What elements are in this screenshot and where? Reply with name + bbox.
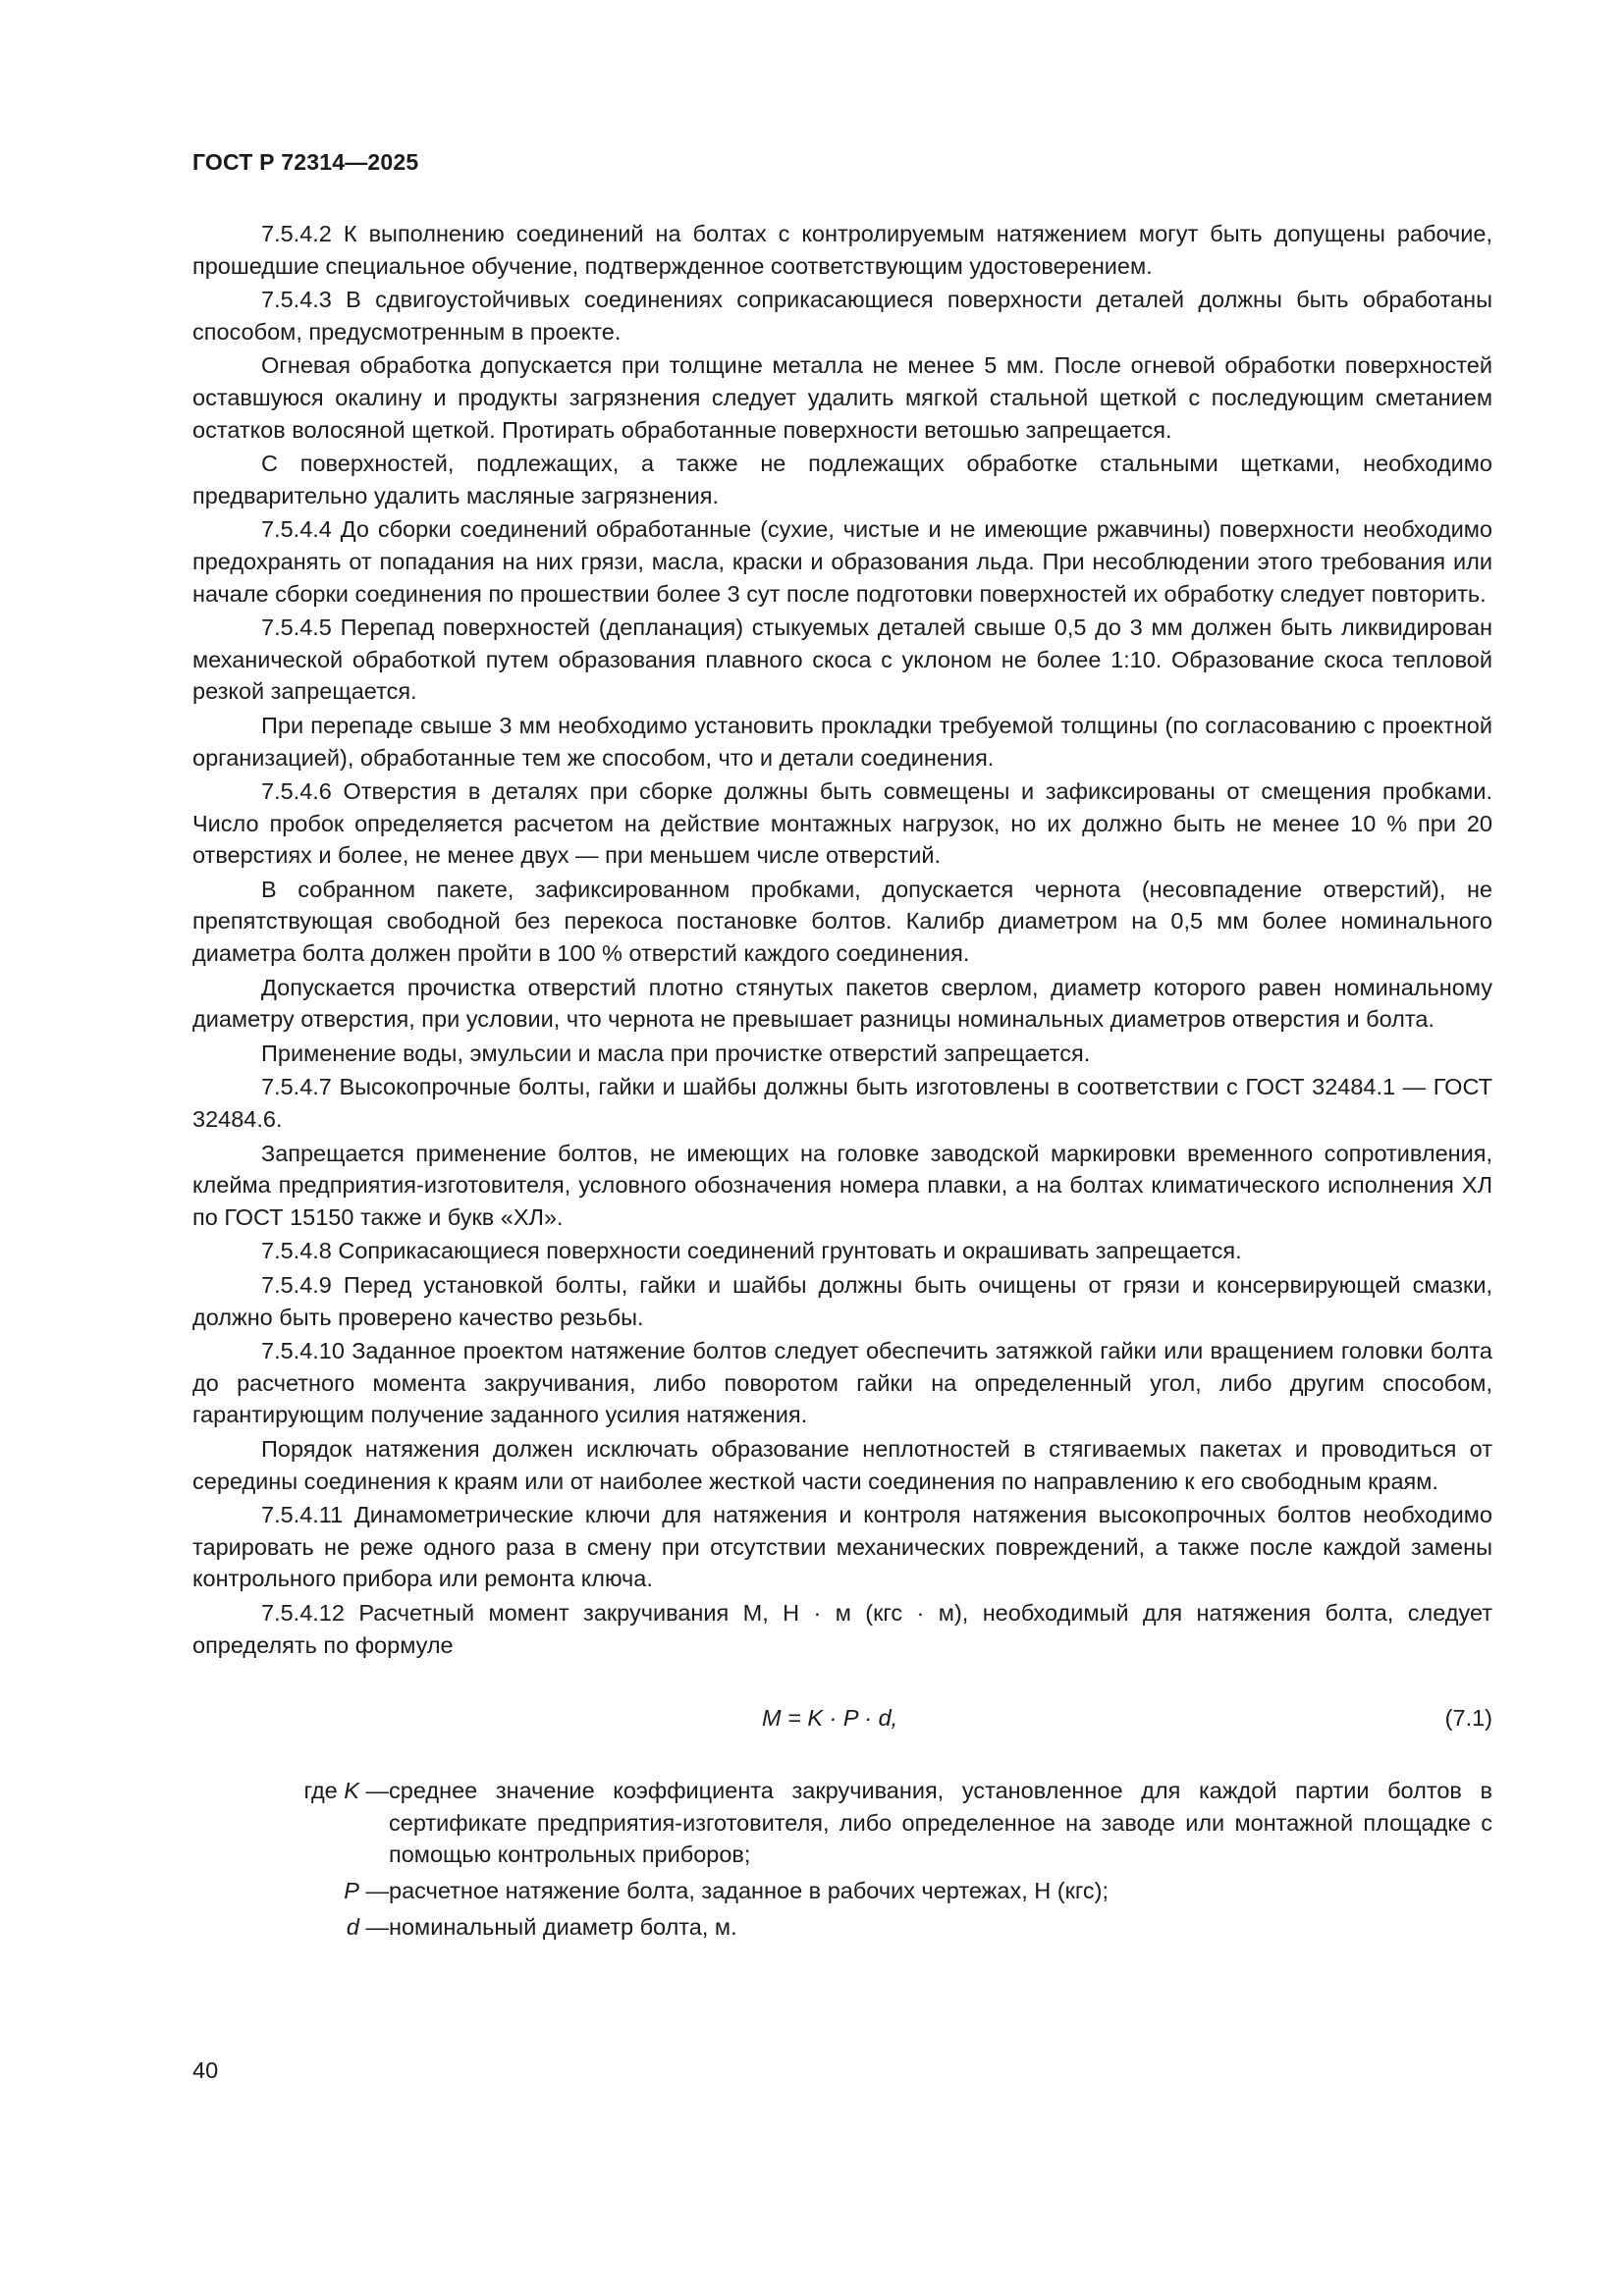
paragraph-7-5-4-3: 7.5.4.3 В сдвигоустойчивых соединениях соприкасающиеся поверхности деталей должны быть обработаны способом, предусмотренным в проекте. bbox=[192, 287, 1492, 345]
document-body bbox=[192, 218, 1492, 1947]
legend-symbol: K bbox=[344, 1778, 359, 1804]
paragraph-7-5-4-7: 7.5.4.7 Высокопрочные болты, гайки и шайбы должны быть изготовлены в соответствии с ГОСТ 32484.1 — ГОСТ 32484.6. bbox=[192, 1074, 1492, 1133]
paragraph-7-5-4-4: 7.5.4.4 До сборки соединений обработанные (сухие, чистые и не имеющие ржавчины) поверхности необходимо предохранять от попадания на них грязи, масла, краски и образования льда. При несоблюдении этого требования или начале сборки соединения по прошествии более 3 сут после подготовки поверхностей их обработку следует повторить. bbox=[192, 516, 1492, 607]
paragraph-7-5-4-11: 7.5.4.11 Динамометрические ключи для натяжения и контроля натяжения высокопрочных болтов необходимо тарировать не реже одного раза в смену при отсутствии механических повреждений, а также после каждой замены контрольного прибора или ремонта ключа. bbox=[192, 1502, 1492, 1592]
legend-item-k bbox=[192, 1775, 1492, 1871]
legend-text: среднее значение коэффициента закручивания, установленное для каждой партии болтов в сертификате предприятия-изготовителя, либо определенное на заводе или монтажной площадке с помощью контрольных приборов; bbox=[389, 1778, 1492, 1868]
legend-item-p bbox=[192, 1875, 1492, 1907]
paragraph: Порядок натяжения должен исключать образование неплотностей в стягиваемых пакетах и проводиться от середины соединения к краям или от наиболее жесткой части соединения по направлению к его свободным краям. bbox=[192, 1435, 1492, 1494]
paragraph-7-5-4-8: 7.5.4.8 Соприкасающиеся поверхности соединений грунтовать и окрашивать запрещается. bbox=[261, 1238, 1242, 1264]
paragraph: Допускается прочистка отверстий плотно стянутых пакетов сверлом, диаметр которого равен номинальному диаметру отверстия, при условии, что чернота не превышает разницы номинальных диаметров отверстия и болта. bbox=[192, 974, 1492, 1033]
legend-symbol: d bbox=[346, 1913, 359, 1940]
legend-text: номинальный диаметр болта, м. bbox=[389, 1913, 737, 1940]
paragraph-7-5-4-5: 7.5.4.5 Перепад поверхностей (депланация) стыкуемых деталей свыше 0,5 до 3 мм должен быть ликвидирован механической обработкой путем образования плавного скоса с уклоном не более 1:10. Образование скоса тепловой резкой запрещается. bbox=[192, 614, 1492, 705]
paragraph-7-5-4-9: 7.5.4.9 Перед установкой болты, гайки и шайбы должны быть очищены от грязи и консервирующей смазки, должно быть проверено качество резьбы. bbox=[192, 1272, 1492, 1330]
formula-row bbox=[192, 1702, 1492, 1735]
paragraph-7-5-4-10: 7.5.4.10 Заданное проектом натяжение болтов следует обеспечить затяжкой гайки или вращением головки болта до расчетного момента закручивания, либо поворотом гайки на определенный угол, либо другим способом, гарантирующим получение заданного усилия натяжения. bbox=[192, 1338, 1492, 1428]
paragraph: При перепаде свыше 3 мм необходимо установить прокладки требуемой толщины (по согласованию с проектной организацией), обработанные тем же способом, что и детали соединения. bbox=[192, 712, 1492, 771]
standard-header: ГОСТ Р 72314—2025 bbox=[192, 149, 419, 175]
legend-label: P — bbox=[344, 1877, 389, 1903]
paragraph: Запрещается применение болтов, не имеющих на головке заводской маркировки временного сопротивления, клейма предприятия-изготовителя, условного обозначения номера плавки, а на болтах климатического исполнения ХЛ по ГОСТ 15150 также и букв «ХЛ». bbox=[192, 1140, 1492, 1230]
page-number: 40 bbox=[192, 2057, 219, 2083]
paragraph: С поверхностей, подлежащих, а также не подлежащих обработке стальными щетками, необходимо предварительно удалить масляные загрязнения. bbox=[192, 451, 1492, 508]
legend-item-d bbox=[192, 1911, 1492, 1944]
legend-symbol: P bbox=[344, 1877, 359, 1903]
formula-legend bbox=[192, 1775, 1492, 1943]
legend-label: d — bbox=[346, 1913, 389, 1940]
paragraph-7-5-4-2: 7.5.4.2 К выполнению соединений на болтах с контролируемым натяжением могут быть допущены рабочие, прошедшие специальное обучение, подтвержденное соответствующим удостоверением. bbox=[192, 221, 1492, 279]
paragraph-7-5-4-12: 7.5.4.12 Расчетный момент закручивания М, Н · м (кгс · м), необходимый для натяжения болта, следует определять по формуле bbox=[192, 1599, 1492, 1658]
paragraph-7-5-4-6: 7.5.4.6 Отверстия в деталях при сборке должны быть совмещены и зафиксированы от смещения пробками. Число пробок определяется расчетом на действие монтажных нагрузок, но их должно быть не менее 10 % при 20 отверстиях и более, не менее двух — при меньшем числе отверстий. bbox=[192, 778, 1492, 869]
formula: M = K · P · d, bbox=[762, 1705, 898, 1732]
paragraph: Применение воды, эмульсии и масла при прочистке отверстий запрещается. bbox=[261, 1040, 1091, 1066]
paragraph: В собранном пакете, зафиксированном пробками, допускается чернота (несовпадение отверстий), не препятствующая свободной без перекоса постановке болтов. Калибр диаметром на 0,5 мм более номинального диаметра болта должен пройти в 100 % отверстий каждого соединения. bbox=[192, 876, 1492, 967]
legend-label: где K — bbox=[303, 1778, 389, 1804]
paragraph: Огневая обработка допускается при толщине металла не менее 5 мм. После огневой обработки поверхностей оставшуюся окалину и продукты загрязнения следует удалить мягкой стальной щеткой с последующим сметанием остатков волосяной щеткой. Протирать обработанные поверхности ветошью запрещается. bbox=[192, 352, 1492, 443]
legend-text: расчетное натяжение болта, заданное в рабочих чертежах, Н (кгс); bbox=[389, 1877, 1110, 1903]
formula-number: (7.1) bbox=[1444, 1705, 1492, 1732]
